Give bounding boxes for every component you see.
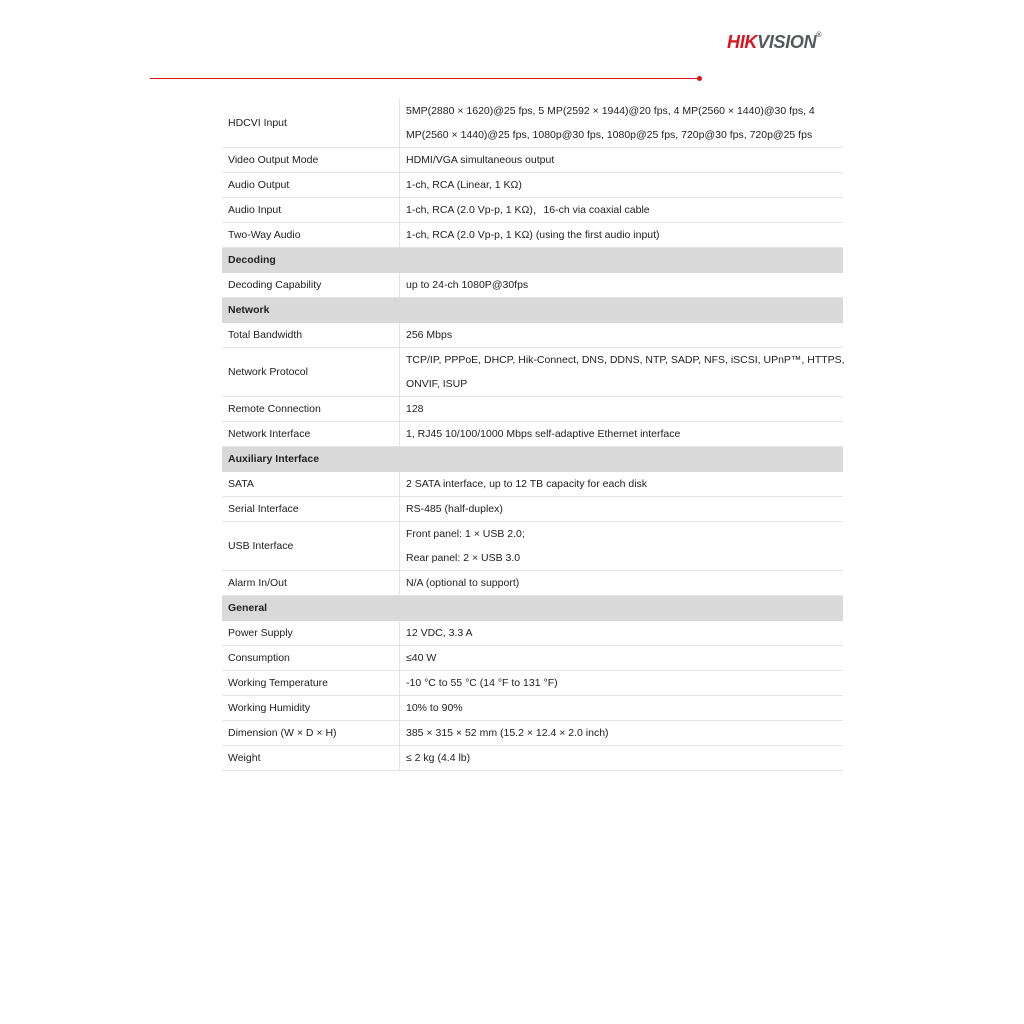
spec-value: ONVIF, ISUP xyxy=(406,378,468,390)
spec-label: Remote Connection xyxy=(222,397,400,422)
spec-row xyxy=(222,646,843,671)
spec-value: up to 24-ch 1080P@30fps xyxy=(406,279,529,291)
spec-value: 1-ch, RCA (2.0 Vp-p, 1 KΩ) (using the first audio input) xyxy=(406,229,660,241)
spec-value: 1-ch, RCA (Linear, 1 KΩ) xyxy=(406,179,522,191)
spec-value-cell xyxy=(400,646,844,671)
spec-label: Power Supply xyxy=(222,621,400,646)
spec-value-cell xyxy=(400,223,844,248)
header-divider-dot xyxy=(697,76,702,81)
spec-value: TCP/IP, PPPoE, DHCP, Hik-Connect, DNS, DDNS, NTP, SADP, NFS, iSCSI, UPnP™, HTTPS, xyxy=(406,354,845,366)
spec-value: 1-ch, RCA (2.0 Vp-p, 1 KΩ)，16-ch via coaxial cable xyxy=(406,204,650,216)
spec-label: Total Bandwidth xyxy=(222,323,400,348)
spec-value: RS-485 (half-duplex) xyxy=(406,503,503,515)
spec-value: N/A (optional to support) xyxy=(406,577,520,589)
section-title: Auxiliary Interface xyxy=(222,447,843,472)
spec-value-cell xyxy=(400,99,844,148)
spec-label: Working Humidity xyxy=(222,696,400,721)
spec-label: Audio Output xyxy=(222,173,400,198)
registered-mark: ® xyxy=(816,32,822,39)
spec-row xyxy=(222,497,843,522)
section-title: Decoding xyxy=(222,248,843,273)
spec-row xyxy=(222,397,843,422)
spec-label: Video Output Mode xyxy=(222,148,400,173)
section-header-row xyxy=(222,447,843,472)
spec-value-cell xyxy=(400,323,844,348)
spec-label: Weight xyxy=(222,746,400,771)
spec-label: Consumption xyxy=(222,646,400,671)
section-header-row xyxy=(222,248,843,273)
spec-label: HDCVI Input xyxy=(222,99,400,148)
spec-value: ≤ 2 kg (4.4 lb) xyxy=(406,752,471,764)
spec-row xyxy=(222,422,843,447)
spec-value: MP(2560 × 1440)@25 fps, 1080p@30 fps, 1080p@25 fps, 720p@30 fps, 720p@25 fps xyxy=(406,129,813,141)
spec-value: ≤40 W xyxy=(406,652,437,664)
spec-value: Rear panel: 2 × USB 3.0 xyxy=(406,552,521,564)
spec-value: HDMI/VGA simultaneous output xyxy=(406,154,555,166)
spec-value-cell xyxy=(400,273,844,298)
spec-label: Dimension (W × D × H) xyxy=(222,721,400,746)
spec-value: 12 VDC, 3.3 A xyxy=(406,627,473,639)
spec-row xyxy=(222,696,843,721)
spec-label: Serial Interface xyxy=(222,497,400,522)
section-header-row xyxy=(222,298,843,323)
spec-row xyxy=(222,621,843,646)
spec-row xyxy=(222,99,843,148)
spec-value-cell xyxy=(400,422,844,447)
spec-value-cell xyxy=(400,198,844,223)
spec-row xyxy=(222,198,843,223)
spec-row xyxy=(222,348,843,397)
spec-value: 128 xyxy=(406,403,424,415)
spec-row xyxy=(222,571,843,596)
spec-row xyxy=(222,522,843,571)
spec-row xyxy=(222,173,843,198)
logo-text-vision: VISION xyxy=(757,32,817,52)
spec-row xyxy=(222,148,843,173)
spec-row xyxy=(222,323,843,348)
spec-row xyxy=(222,223,843,248)
spec-value: 10% to 90% xyxy=(406,702,463,714)
spec-value-cell xyxy=(400,497,844,522)
spec-value-cell xyxy=(400,348,844,397)
spec-value-cell xyxy=(400,173,844,198)
spec-row xyxy=(222,721,843,746)
hikvision-logo xyxy=(727,32,821,53)
logo-text-hik: HIK xyxy=(727,32,758,52)
spec-value-cell xyxy=(400,397,844,422)
spec-value-cell xyxy=(400,671,844,696)
spec-row xyxy=(222,671,843,696)
spec-label: USB Interface xyxy=(222,522,400,571)
spec-value-cell xyxy=(400,696,844,721)
spec-value: 385 × 315 × 52 mm (15.2 × 12.4 × 2.0 inch) xyxy=(406,727,609,739)
spec-table xyxy=(222,99,843,771)
spec-label: Working Temperature xyxy=(222,671,400,696)
spec-value: Front panel: 1 × USB 2.0; xyxy=(406,528,525,540)
spec-value-cell xyxy=(400,721,844,746)
spec-value: 1, RJ45 10/100/1000 Mbps self-adaptive Ethernet interface xyxy=(406,428,681,440)
spec-label: Audio Input xyxy=(222,198,400,223)
header-divider xyxy=(150,78,697,79)
spec-label: Network Interface xyxy=(222,422,400,447)
spec-value-cell xyxy=(400,148,844,173)
spec-value: 5MP(2880 × 1620)@25 fps, 5 MP(2592 × 1944)@20 fps, 4 MP(2560 × 1440)@30 fps, 4 xyxy=(406,105,815,117)
section-header-row xyxy=(222,596,843,621)
spec-label: Network Protocol xyxy=(222,348,400,397)
spec-row xyxy=(222,472,843,497)
spec-value: 2 SATA interface, up to 12 TB capacity for each disk xyxy=(406,478,648,490)
spec-value: 256 Mbps xyxy=(406,329,453,341)
section-title: General xyxy=(222,596,843,621)
spec-label: Alarm In/Out xyxy=(222,571,400,596)
spec-row xyxy=(222,746,843,771)
spec-value-cell xyxy=(400,621,844,646)
spec-table-body xyxy=(222,99,843,771)
spec-label: Two-Way Audio xyxy=(222,223,400,248)
spec-label: SATA xyxy=(222,472,400,497)
spec-value-cell xyxy=(400,746,844,771)
spec-value-cell xyxy=(400,571,844,596)
spec-value-cell xyxy=(400,522,844,571)
section-title: Network xyxy=(222,298,843,323)
spec-row xyxy=(222,273,843,298)
spec-value: -10 °C to 55 °C (14 °F to 131 °F) xyxy=(406,677,558,689)
spec-label: Decoding Capability xyxy=(222,273,400,298)
spec-value-cell xyxy=(400,472,844,497)
